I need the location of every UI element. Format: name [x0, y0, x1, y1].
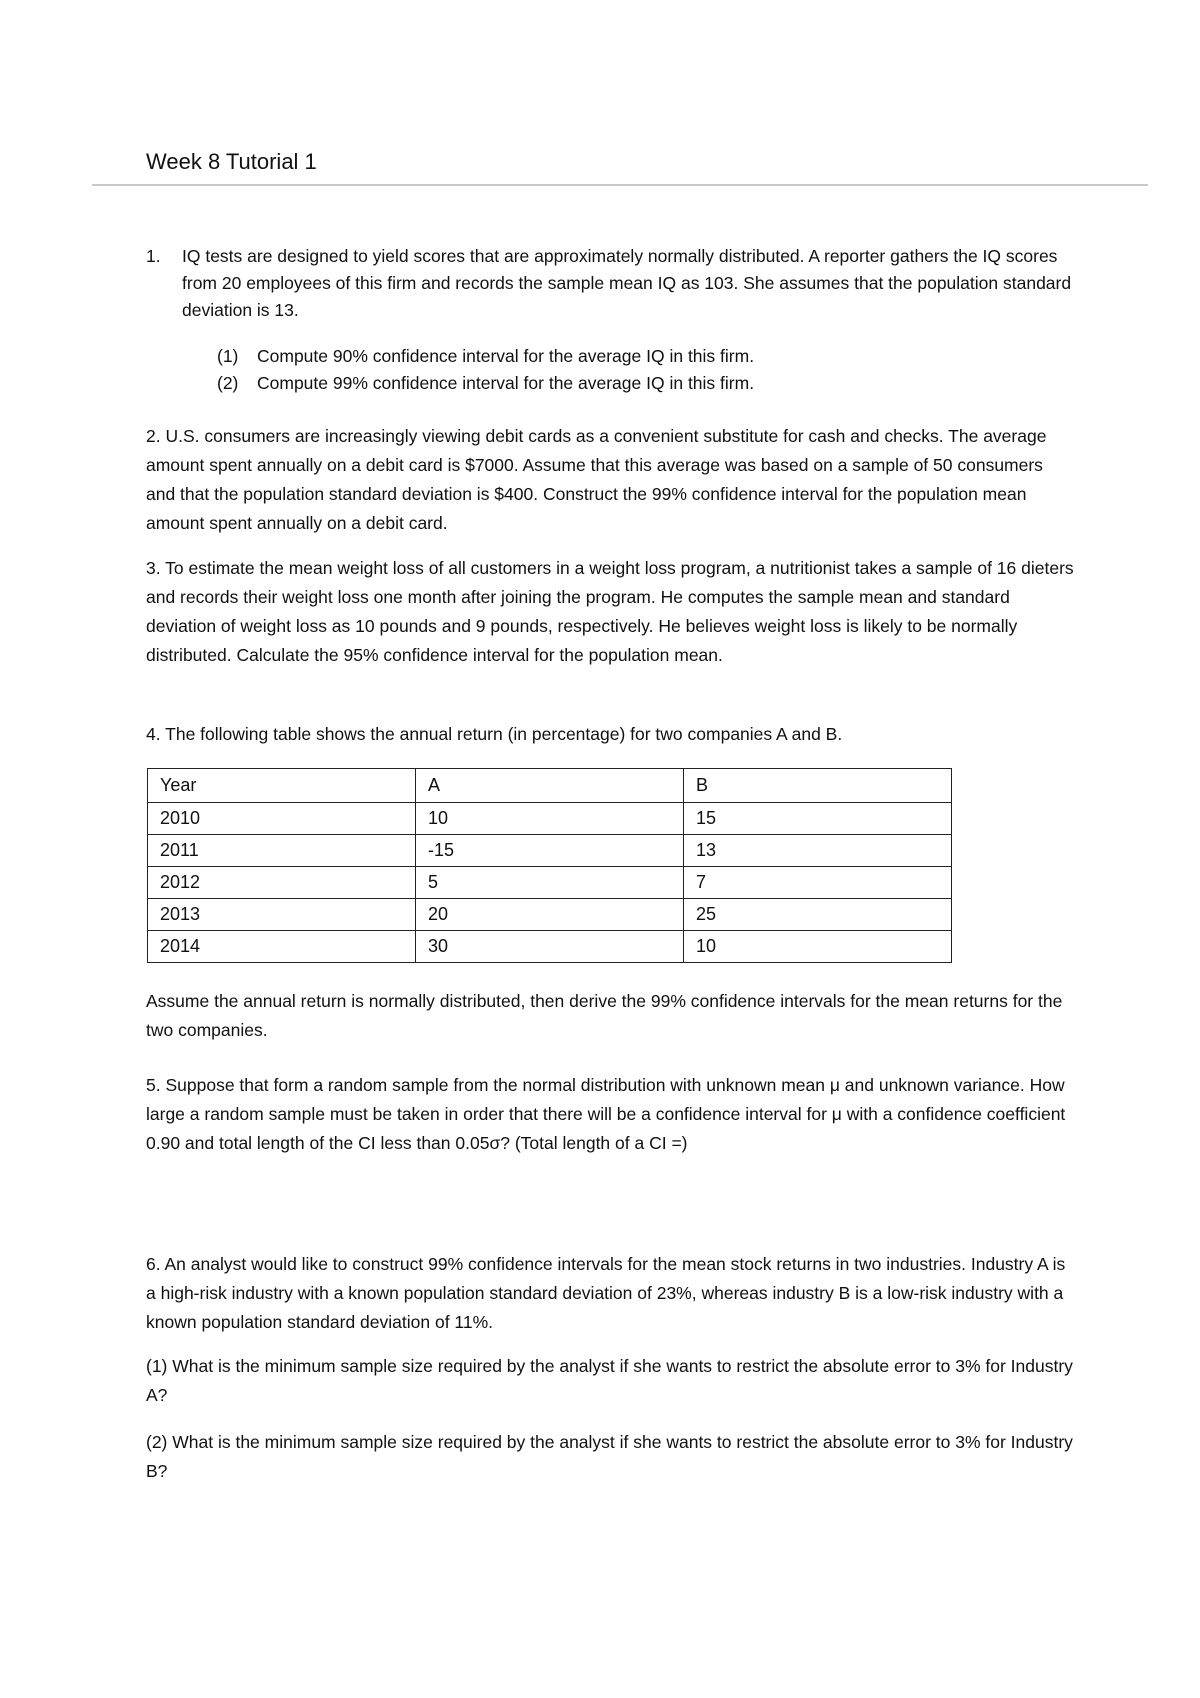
table-row: [148, 931, 952, 963]
table-cell: 2014: [148, 931, 416, 963]
question-6-part-2-label: (2): [146, 1432, 168, 1452]
question-1-part-2-label: (2): [217, 373, 239, 393]
question-1-part-1: [217, 343, 754, 370]
question-4: [146, 720, 1076, 749]
question-4-followup: Assume the annual return is normally distributed, then derive the 99% confidence intervals for the mean returns for the two companies.: [146, 991, 1063, 1040]
table-cell: 2010: [148, 803, 416, 835]
question-2: [146, 422, 1076, 538]
page-title: Week 8 Tutorial 1: [146, 149, 317, 174]
question-1-part-2-text: Compute 99% confidence interval for the average IQ in this firm.: [257, 373, 755, 393]
table-header-row: [148, 769, 952, 803]
question-1-part-2: [217, 370, 754, 397]
table-cell: 15: [684, 803, 952, 835]
table-header-cell: A: [416, 769, 684, 803]
table-cell: 10: [684, 931, 952, 963]
table-cell: 5: [416, 867, 684, 899]
question-4-text: The following table shows the annual return (in percentage) for two companies A and B.: [160, 724, 843, 744]
question-1-text: IQ tests are designed to yield scores that are approximately normally distributed. A reporter gathers the IQ scores from 20 employees of this firm and records the sample mean IQ as 103. She assumes that the population standard deviation is 13.: [182, 246, 1072, 320]
table-header-cell: Year: [148, 769, 416, 803]
question-5: [146, 1071, 1076, 1158]
question-1-number: 1.: [146, 246, 161, 266]
table-cell: 25: [684, 899, 952, 931]
table-row: [148, 835, 952, 867]
question-6-part-2-text: What is the minimum sample size required by the analyst if she wants to restrict the absolute error to 3% for Industry B?: [146, 1432, 1073, 1481]
question-2-text: U.S. consumers are increasingly viewing debit cards as a convenient substitute for cash and checks. The average amount spent annually on a debit card is $7000. Assume that this average was based on a sample of 50 consumers and that the population standard deviation is $400. Construct the 99% confidence interval for the population mean amount spent annually on a debit card.: [146, 426, 1047, 533]
table-row: [148, 899, 952, 931]
question-2-number: 2.: [146, 426, 161, 446]
table-cell: 2011: [148, 835, 416, 867]
question-6: [146, 1250, 1076, 1337]
table-cell: 10: [416, 803, 684, 835]
table-cell: 2013: [148, 899, 416, 931]
table-header-cell: B: [684, 769, 952, 803]
question-6-part-1: [146, 1352, 1076, 1410]
table-cell: 30: [416, 931, 684, 963]
table-row: [148, 803, 952, 835]
question-1-part-1-text: Compute 90% confidence interval for the average IQ in this firm.: [257, 346, 755, 366]
question-6-number: 6.: [146, 1254, 161, 1274]
question-6-part-1-text: What is the minimum sample size required by the analyst if she wants to restrict the absolute error to 3% for Industry A?: [146, 1356, 1073, 1405]
question-6-part-2: [146, 1428, 1076, 1486]
table-cell: 13: [684, 835, 952, 867]
question-4-number: 4.: [146, 724, 161, 744]
question-6-part-1-label: (1): [146, 1356, 168, 1376]
table-cell: 2012: [148, 867, 416, 899]
table-cell: 20: [416, 899, 684, 931]
table-cell: -15: [416, 835, 684, 867]
table-row: [148, 867, 952, 899]
question-5-text: Suppose that form a random sample from the normal distribution with unknown mean μ and unknown variance. How large a random sample must be taken in order that there will be a confidence interval for μ with a confidence coefficient 0.90 and total length of the CI less than 0.05σ? (Total length of a CI =): [146, 1075, 1066, 1153]
question-3-text: To estimate the mean weight loss of all customers in a weight loss program, a nutritionist takes a sample of 16 dieters and records their weight loss one month after joining the program. He computes the sample mean and standard deviation of weight loss as 10 pounds and 9 pounds, respectively. He believes weight loss is likely to be normally distributed. Calculate the 95% confidence interval for the population mean.: [146, 558, 1074, 665]
question-1-part-1-label: (1): [217, 346, 239, 366]
question-3-number: 3.: [146, 558, 161, 578]
table-cell: 7: [684, 867, 952, 899]
question-3: [146, 554, 1076, 670]
question-5-number: 5.: [146, 1075, 161, 1095]
returns-table: [147, 768, 952, 963]
question-6-text: An analyst would like to construct 99% confidence intervals for the mean stock returns in two industries. Industry A is a high-risk industry with a known population standard deviation of 23%, whereas industry B is a low-risk industry with a known population standard deviation of 11%.: [146, 1254, 1066, 1332]
title-divider: [92, 184, 1148, 186]
